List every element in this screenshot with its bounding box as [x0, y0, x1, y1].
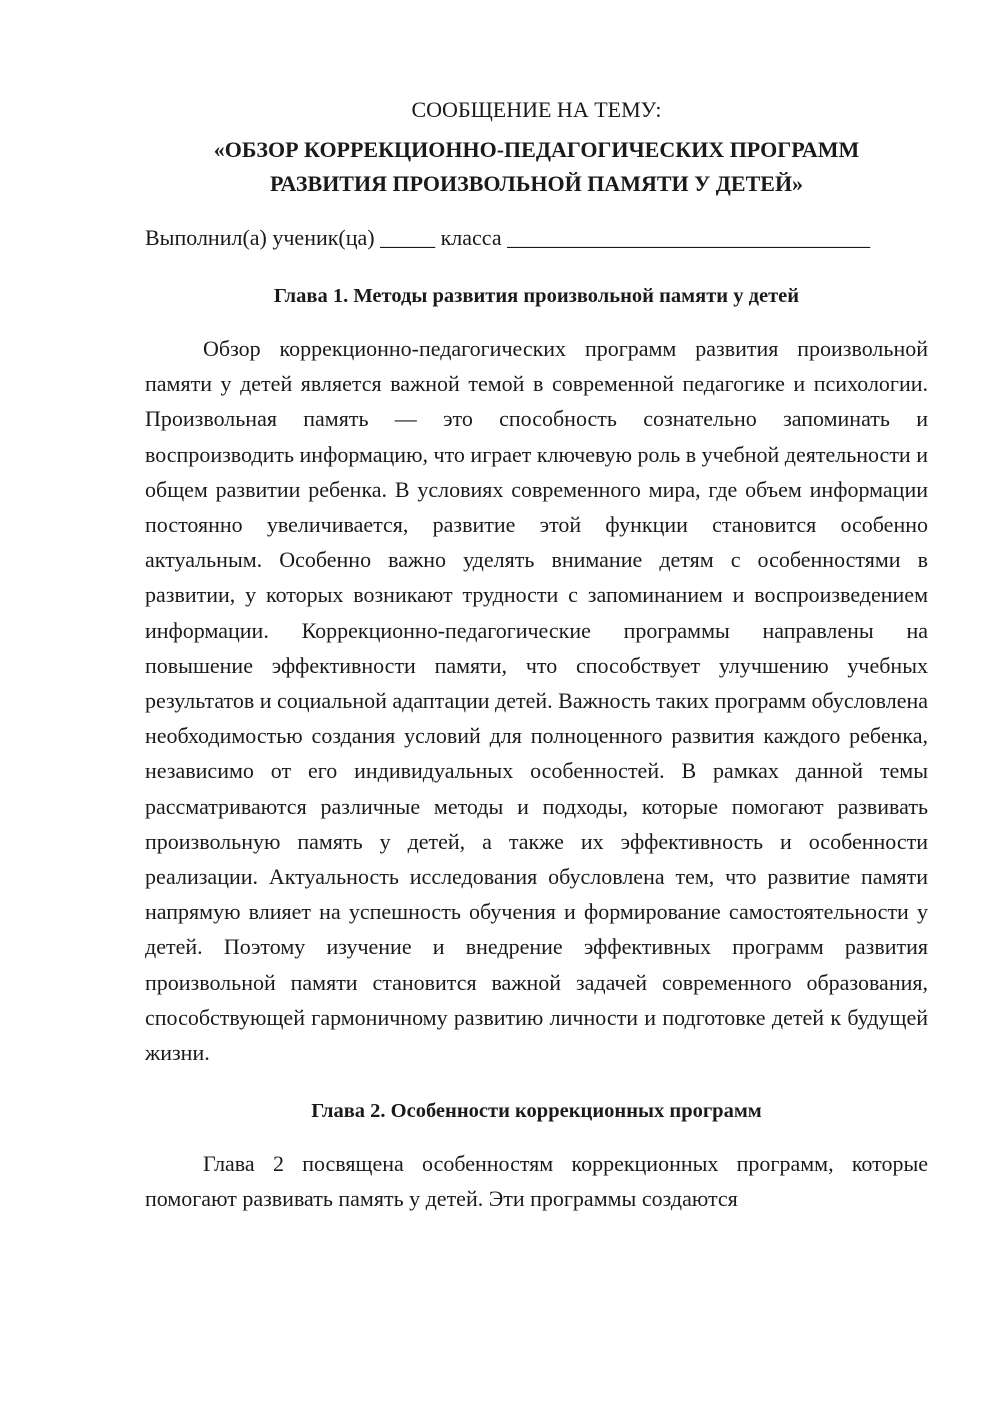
student-line: Выполнил(а) ученик(ца) _____ класса _________________________________ [145, 225, 871, 250]
title-line-2: РАЗВИТИЯ ПРОИЗВОЛЬНОЙ ПАМЯТИ У ДЕТЕЙ» [269, 171, 804, 196]
chapter-1-title: Глава 1. Методы развития произвольной памяти у детей [273, 285, 800, 307]
chapter-2-paragraph: Глава 2 посвящена особенностям коррекционных программ, которые помогают развивать память у детей. Эти программы создаются [145, 1151, 928, 1212]
chapter-1-paragraph: Обзор коррекционно-педагогических программ развития произвольной памяти у детей является важной темой в современной педагогике и психологии. Произвольная память — это способность сознательно запоминать и воспроизводить информацию, что играет ключевую роль в учебной деятельности и общем развитии ребенка. В условиях современного мира, где объем информации постоянно увеличивается, развитие этой функции становится особенно актуальным. Особенно важно уделять внимание детям с особенностями в развитии, у которых возникают трудности с запоминанием и воспроизведением информации. Коррекционно-педагогические программы направлены на повышение эффективности памяти, что способствует улучшению учебных результатов и социальной адаптации детей. Важность таких программ обусловлена необходимостью создания условий для полноценного развития каждого ребенка, независимо от его индивидуальных особенностей. В рамках данной темы рассматриваются различные методы и подходы, которые помогают развивать произвольную память у детей, а также их эффективность и особенности реализации. Актуальность исследования обусловлена тем, что развитие памяти напрямую влияет на успешность обучения и формирование самостоятельности у детей. Поэтому изучение и внедрение эффективных программ развития произвольной памяти становится важной задачей современного образования, способствующей гармоничному развитию личности и подготовке детей к будущей жизни. [145, 336, 929, 1066]
title-line-1: «ОБЗОР КОРРЕКЦИОННО-ПЕДАГОГИЧЕСКИХ ПРОГРАММ [213, 137, 860, 162]
topic-heading: СООБЩЕНИЕ НА ТЕМУ: [411, 97, 662, 122]
document-page [145, 93, 928, 1217]
document-title [145, 133, 928, 201]
chapter-2-title: Глава 2. Особенности коррекционных программ [311, 1100, 762, 1123]
